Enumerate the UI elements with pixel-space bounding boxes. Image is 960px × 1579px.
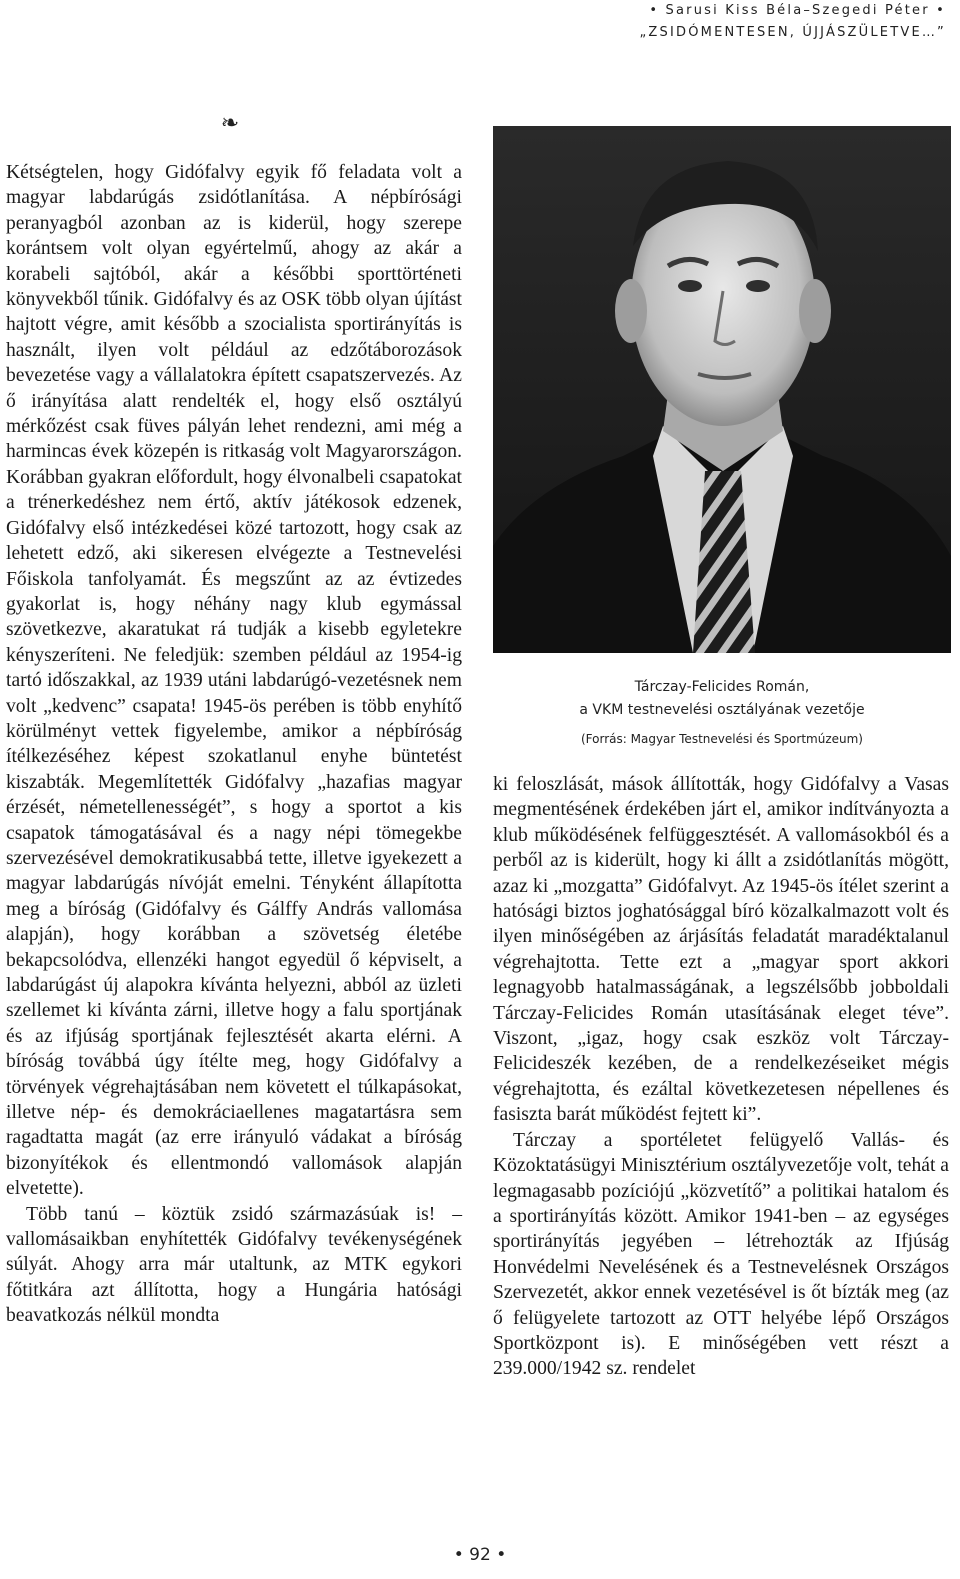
right-text-column	[493, 772, 949, 1382]
paragraph: Kétségtelen, hogy Gidófalvy egyik fő feladata volt a magyar labdarúgás zsidótlanítása. A népbírósági peranyagból azonban az is kiderül, hogy szerepe korántsem volt olyan egyértelmű, ahogy az akár a korabeli sajtóból, akár a későbbi sporttörténeti könyvekből tűnik. Gidófalvy és az OSK több olyan újítást hajtott végre, amit később a szocialista sportirányítás is használt, ilyen volt például az edzőtáborozások bevezetése vagy a vállalatokra épített csapatszervezés. Az ő irányítása alatt rendelték el, hogy első osztályú mérkőzést csak füves pályán lehet rendezni, ami még a harmincas évek közepén is ritkaság volt Magyarországon. Korábban gyakran előfordult, hogy élvonalbeli csapatokat a trénerkedéshez nem értő, aktív játékosok edzenek, Gidófalvy első intézkedései közé tartozott, hogy csak az lehetett edző, aki sikeresen elvégezte a Testnevelési Főiskola tanfolyamát. És megszűnt az az évtizedes gyakorlat is, hogy néhány nagy klub egymással szövetkezve, akaratukat rá tudják a kisebb egyletekre kényszeríteni. Ne feledjük: szemben például az 1954-ig tartó időszakkal, az 1939 utáni labdarúgó-vezetésnek nem volt „kedvenc” csapata! 1945-ös perében is több enyhítő körülményt vettek figyelembe, amikor a népbíróság ítélkezéséhez képest szokatlanul enyhe büntetést kiszabták. Megemlítették Gidófalvy „hazafias magyar érzését, németellenességét”, s hogy a sportot a kis csapatok támogatásával és a nagy népi tömegekbe szervezésével demokratikusabbá tette, illetve igyekezett a magyar labdarúgás nívóját emelni. Tényként állapította meg a bíróság (Gidófalvy és Gálffy András vallomása alapján), hogy korábban a szövetség életébe bekapcsolódva, ellenzéki hangot egyedül ő képviselt, a labdarúgást új alapokra kívánta helyezni, abból az üzleti szellemet ki kívánta zárni, illetve hogy a falu sportjának és az ifjúság sportjának fejlesztését akarta elérni. A bíróság továbbá úgy ítélte meg, hogy Gidófalvy a törvények végrehajtásában nem követett el túlkapásokat, illetve nép- és demokráciaellenes magatartásra sem ragadtatta magát (az erre irányuló vádakat a bíróság bizonyítékok és ellentmondó vallomások alapján elvetette).	[6, 162, 462, 1200]
paragraph: Több tanú – köztük zsidó származásúak is! – vallomásaikban enyhítették Gidófalvy tevékenységének súlyát. Ahogy arra már utaltunk, az MTK egykori főtitkára azt állította, hogy a Hungária hatósági beavatkozás nélkül mondta	[6, 1203, 462, 1327]
page-number: • 92 •	[453, 1545, 507, 1565]
left-text-column	[6, 160, 462, 1329]
caption-name: Tárczay-Felicides Román,	[634, 679, 810, 695]
paragraph: ki feloszlását, mások állították, hogy Gidófalvy a Vasas megmentésének érdekében járt el, amikor indítványozta a klub működésének felfüggesztését. A vallomásokból és a perből az is kiderült, hogy ki állt a zsidótlanítás mögött, azaz ki „mozgatta” Gidófalvyt. Az 1945-ös ítélet szerint a hatósági biztos joghatósággal bíró közalkalmazott volt és ilyen minőségében az árjásítás feladatát maradéktalanul végrehajtotta. Tette ezt a „magyar sport akkori legnagyobb hatalmasságának, a legszélsőbb jobboldali Tárczay-Felicides Román utasításának eleget téve”. Viszont, „igaz, hogy csak eszköz volt Tárczay-Felicideszék kezében, de a rendelkezéseiket mégis végrehajtotta, és ezáltal következetesen népellenes és fasiszta barát működést fejtett ki”.	[493, 774, 949, 1126]
photo-caption	[493, 676, 951, 750]
paragraph: Tárczay a sportéletet felügyelő Vallás- és Közoktatásügyi Minisztérium osztályvezetője volt, tehát a legmagasabb pozíciójú „közvetítő” a politikai hatalom és a sportirányítás között. Amikor 1941-ben – az egységes sportirányítás jegyében – létrehozták az Ifjúság Honvédelmi Nevelésének és a Testnevelésnek Országos Szervezetét, akkor ennek vezetésével is őt bízták meg (az ő felügyelete tartozott az OTT helyébe lépő Országos Sportközpont is). E minőségében vett részt a 239.000/1942 sz. rendelet	[493, 1129, 949, 1380]
caption-source: (Forrás: Magyar Testnevelési és Sportmúzeum)	[581, 732, 863, 746]
portrait-illustration	[493, 126, 951, 653]
header-title: „ZSIDÓMENTESEN, ÚJJÁSZÜLETVE…”	[639, 25, 946, 40]
header-authors: • Sarusi Kiss Béla–Szegedi Péter •	[649, 3, 946, 18]
running-header	[640, 0, 947, 44]
portrait-photo	[493, 126, 951, 653]
fleuron-ornament-icon: ❧	[220, 110, 240, 135]
caption-role: a VKM testnevelési osztályának vezetője	[579, 702, 865, 718]
